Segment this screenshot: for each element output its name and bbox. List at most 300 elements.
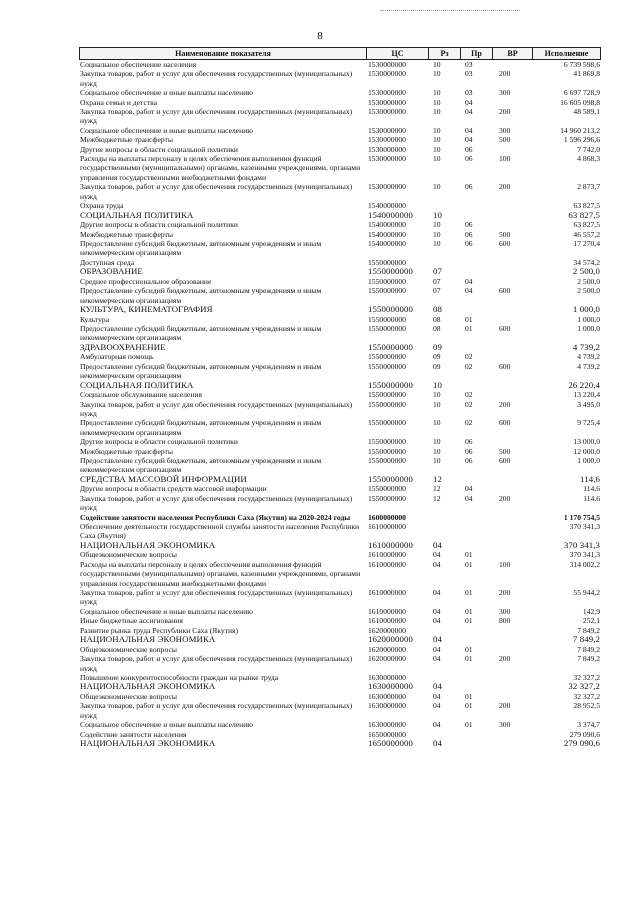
cell-cs: 1530000000 (368, 182, 406, 192)
table-row (79, 362, 601, 381)
table-row (79, 286, 601, 305)
cell-sum: 3 495,0 (577, 399, 600, 409)
header-cs: ЦС (367, 48, 429, 59)
cell-vr: 200 (499, 107, 511, 117)
cell-rz: 07 (433, 276, 441, 286)
cell-pr: 04 (465, 107, 473, 117)
cell-pr (461, 343, 493, 353)
cell-sum: 46 557,2 (573, 229, 600, 239)
cell-vr (493, 541, 533, 551)
budget-table (79, 47, 601, 749)
table-row (79, 315, 601, 324)
header-sum: Исполнение (533, 48, 601, 59)
cell-vr: 500 (499, 446, 511, 456)
cell-name: Охрана труда (80, 201, 124, 211)
cell-name: Социальное обеспечение и иные выплаты населению (80, 606, 253, 616)
cell-sum: 4 739,2 (577, 361, 600, 371)
cell-name: Закупка товаров, работ и услуг для обеспечения государственных (муниципальных) нужд (80, 654, 353, 673)
cell-cs: 1630000000 (368, 701, 406, 711)
cell-cs: 1540000000 (368, 209, 413, 220)
cell-rz: 12 (433, 493, 441, 503)
cell-vr: 800 (499, 616, 511, 626)
cell-cs: 1530000000 (368, 107, 406, 117)
cell-cs: 1650000000 (368, 737, 413, 748)
cell-cs: 1610000000 (368, 588, 406, 598)
cell-name: Социальное обеспечение населения (80, 60, 197, 69)
cell-cs: 1550000000 (368, 341, 413, 352)
cell-pr: 01 (465, 559, 473, 569)
cell-sum: 2 500,0 (577, 286, 600, 296)
cell-pr (461, 635, 493, 645)
cell-cs: 1630000000 (368, 681, 413, 692)
cell-name: Межбюджетные трансферты (80, 446, 173, 456)
cell-cs: 1550000000 (368, 493, 406, 503)
cell-vr: 600 (499, 456, 511, 465)
cell-pr: 04 (465, 493, 473, 503)
cell-vr (493, 692, 533, 701)
cell-sum: 1 000,0 (572, 303, 600, 314)
table-row (79, 720, 601, 729)
cell-name: Культура (80, 314, 110, 324)
cell-cs: 1540000000 (368, 220, 406, 230)
cell-pr: 03 (465, 88, 473, 98)
cell-name: Другие вопросы в области социальной политики (80, 220, 238, 230)
cell-pr (461, 211, 493, 221)
cell-name: НАЦИОНАЛЬНАЯ ЭКОНОМИКА (80, 634, 216, 645)
cell-sum: 142,9 (582, 606, 600, 616)
table-row (79, 418, 601, 437)
cell-pr: 06 (465, 220, 473, 230)
cell-pr: 01 (465, 691, 473, 701)
cell-name: Социальное обслуживание населения (80, 390, 203, 400)
cell-name: Социальное обеспечение и иные выплаты населению (80, 125, 253, 135)
cell-rz: 10 (433, 437, 441, 447)
cell-name: Социальное обеспечение и иные выплаты населению (80, 720, 253, 730)
table-row (79, 654, 601, 673)
cell-sum: 370 341,3 (569, 550, 600, 560)
cell-sum: 370 341,3 (569, 522, 600, 532)
cell-name: Повышение конкурентоспособности граждан на рынке труда (80, 672, 279, 682)
table-row (79, 484, 601, 493)
cell-sum: 252,1 (582, 616, 600, 626)
cell-pr: 06 (465, 182, 473, 192)
cell-cs: 1530000000 (368, 88, 406, 98)
cell-name: Закупка товаров, работ и услуг для обеспечения государственных (муниципальных) нужд (80, 399, 353, 418)
cell-pr: 04 (465, 286, 473, 296)
cell-pr (461, 739, 493, 749)
cell-vr: 200 (499, 654, 511, 664)
cell-cs: 1550000000 (368, 418, 406, 428)
cell-cs: 1550000000 (368, 456, 406, 465)
cell-rz: 08 (433, 323, 441, 333)
cell-pr: 06 (465, 456, 473, 465)
cell-cs: 1620000000 (368, 634, 413, 645)
table-row (79, 343, 601, 353)
cell-rz: 12 (433, 484, 441, 494)
table-row (79, 494, 601, 513)
cell-name: Закупка товаров, работ и услуг для обеспечения государственных (муниципальных) нужд (80, 701, 353, 720)
cell-name: Социальное обеспечение и иные выплаты населению (80, 88, 253, 98)
cell-name: Предоставление субсидий бюджетным, автономным учреждениям и иным некоммерческим организациям (80, 361, 322, 381)
cell-vr: 600 (499, 323, 511, 333)
cell-rz: 04 (433, 681, 442, 692)
cell-rz: 04 (433, 720, 441, 730)
scan-artifact (380, 10, 520, 12)
cell-rz: 09 (433, 341, 442, 352)
cell-cs: 1550000000 (368, 484, 406, 494)
cell-vr (493, 475, 533, 485)
table-row (79, 682, 601, 692)
cell-pr (461, 381, 493, 391)
cell-sum: 9 725,4 (577, 418, 600, 428)
cell-pr (461, 475, 493, 485)
table-row (79, 645, 601, 654)
cell-rz: 07 (433, 286, 441, 296)
cell-name: Расходы на выплаты персоналу в целях обеспечения выполнения функций государственными (муниципальными) органами, казенными учреждениями, органами управления государственными внебюджетными фондами (80, 154, 361, 182)
cell-cs: 1530000000 (368, 154, 406, 164)
cell-sum: 4 739,2 (572, 341, 600, 352)
cell-vr (493, 201, 533, 210)
cell-rz: 04 (433, 701, 441, 711)
cell-cs: 1550000000 (368, 276, 406, 286)
table-row (79, 390, 601, 399)
cell-pr: 04 (465, 97, 473, 107)
cell-name: Развитие рынка труда Республики Саха (Якутия) (80, 625, 239, 635)
table-row (79, 541, 601, 551)
cell-name: СОЦИАЛЬНАЯ ПОЛИТИКА (80, 209, 194, 220)
table-row (79, 447, 601, 456)
cell-name: НАЦИОНАЛЬНАЯ ЭКОНОМИКА (80, 681, 216, 692)
cell-vr (493, 682, 533, 692)
cell-pr: 01 (465, 644, 473, 654)
cell-name: Другие вопросы в области социальной политики (80, 437, 238, 447)
table-row (79, 126, 601, 135)
cell-name: Другие вопросы в области социальной политики (80, 144, 238, 154)
cell-name: Межбюджетные трансферты (80, 229, 173, 239)
header-pr: Пр (461, 48, 493, 59)
cell-name: Общеэкономические вопросы (80, 644, 177, 654)
table-row (79, 381, 601, 391)
cell-name: Общеэкономические вопросы (80, 691, 177, 701)
cell-sum: 7 742,0 (577, 144, 600, 154)
cell-vr (493, 60, 533, 69)
cell-pr (461, 258, 493, 267)
cell-sum: 2 500,0 (572, 266, 600, 277)
table-row (79, 588, 601, 607)
cell-pr (461, 730, 493, 739)
cell-sum: 7 849,2 (577, 644, 600, 654)
cell-rz: 10 (433, 238, 441, 248)
cell-sum: 34 574,2 (573, 257, 600, 267)
cell-rz: 10 (433, 418, 441, 428)
table-row (79, 522, 601, 541)
table-row (79, 616, 601, 625)
cell-cs: 1530000000 (368, 135, 406, 145)
cell-pr: 01 (465, 720, 473, 730)
cell-pr: 04 (465, 276, 473, 286)
table-row (79, 182, 601, 201)
cell-cs: 1550000000 (368, 379, 413, 390)
cell-vr (493, 98, 533, 107)
cell-vr: 300 (499, 88, 511, 98)
cell-cs: 1620000000 (368, 644, 406, 654)
header-vr: ВР (493, 48, 533, 59)
cell-name: Содействие занятости населения (80, 729, 187, 739)
cell-vr (493, 390, 533, 399)
cell-vr (493, 211, 533, 221)
cell-vr: 500 (499, 135, 511, 145)
cell-rz: 10 (433, 456, 441, 465)
cell-rz: 04 (433, 539, 442, 550)
cell-rz: 10 (433, 88, 441, 98)
cell-vr: 600 (499, 418, 511, 428)
cell-sum: 63 827,5 (573, 201, 600, 211)
cell-vr (493, 220, 533, 229)
table-row (79, 88, 601, 97)
cell-name: СРЕДСТВА МАССОВОЙ ИНФОРМАЦИИ (80, 473, 247, 484)
cell-rz: 10 (433, 209, 442, 220)
cell-vr: 200 (499, 399, 511, 409)
cell-pr: 06 (465, 154, 473, 164)
cell-vr: 600 (499, 286, 511, 296)
cell-cs: 1530000000 (368, 69, 406, 79)
cell-cs: 1530000000 (368, 144, 406, 154)
cell-cs: 1530000000 (368, 125, 406, 135)
cell-cs: 1550000000 (368, 352, 406, 362)
cell-cs: 1550000000 (368, 314, 406, 324)
cell-cs: 1530000000 (368, 97, 406, 107)
cell-sum: 32 327,2 (568, 681, 600, 692)
cell-name: ОБРАЗОВАНИЕ (80, 266, 143, 277)
cell-pr: 06 (465, 446, 473, 456)
cell-name: Амбулаторная помощь (80, 352, 154, 362)
table-row (79, 456, 601, 475)
cell-sum: 279 090,6 (563, 737, 600, 748)
cell-cs: 1610000000 (368, 616, 406, 626)
cell-rz: 10 (433, 135, 441, 145)
cell-vr (493, 267, 533, 277)
cell-sum: 4 739,2 (577, 352, 600, 362)
cell-rz (429, 522, 461, 541)
cell-cs: 1610000000 (368, 559, 406, 569)
cell-sum: 6 697 728,9 (563, 88, 600, 98)
cell-sum: 32 327,2 (573, 691, 600, 701)
cell-pr (461, 682, 493, 692)
cell-vr (493, 730, 533, 739)
table-row (79, 607, 601, 616)
cell-vr (493, 315, 533, 324)
cell-pr: 01 (465, 654, 473, 664)
cell-sum: 3 374,7 (577, 720, 600, 730)
table-row (79, 739, 601, 749)
table-row (79, 267, 601, 277)
table-row (79, 145, 601, 154)
cell-rz: 10 (433, 107, 441, 117)
table-row (79, 98, 601, 107)
cell-cs: 1620000000 (368, 654, 406, 664)
cell-sum: 1 000,0 (577, 323, 600, 333)
cell-rz: 04 (433, 644, 441, 654)
cell-pr: 04 (465, 125, 473, 135)
cell-cs: 1630000000 (368, 672, 406, 682)
cell-vr (493, 437, 533, 446)
cell-cs: 1550000000 (368, 446, 406, 456)
cell-cs: 1550000000 (368, 399, 406, 409)
cell-cs: 1650000000 (368, 729, 406, 739)
table-row (79, 258, 601, 267)
cell-pr (461, 541, 493, 551)
cell-cs: 1530000000 (368, 60, 406, 69)
table-row (79, 475, 601, 485)
cell-name: Обеспечение деятельности государственной службы занятости населения Республики Саха (Якутия) (80, 522, 360, 541)
cell-sum: 7 849,2 (572, 634, 600, 645)
cell-sum: 13 220,4 (573, 390, 600, 400)
cell-name: Доступная среда (80, 257, 135, 267)
cell-cs: 1610000000 (368, 522, 406, 532)
cell-sum: 17 270,4 (573, 238, 600, 248)
cell-rz: 04 (433, 606, 441, 616)
cell-name: Закупка товаров, работ и услуг для обеспечения государственных (муниципальных) нужд (80, 69, 353, 88)
cell-cs: 1610000000 (368, 539, 413, 550)
cell-vr: 200 (499, 701, 511, 711)
cell-vr: 300 (499, 606, 511, 616)
cell-sum: 26 220,4 (568, 379, 600, 390)
table-row (79, 305, 601, 315)
cell-sum: 314 002,2 (569, 559, 600, 569)
cell-rz: 10 (433, 446, 441, 456)
cell-cs: 1610000000 (368, 606, 406, 616)
cell-sum: 14 960 213,2 (560, 125, 600, 135)
cell-vr (493, 645, 533, 654)
cell-pr: 01 (465, 314, 473, 324)
table-row (79, 701, 601, 720)
cell-vr: 100 (499, 154, 511, 164)
cell-name: Закупка товаров, работ и услуг для обеспечения государственных (муниципальных) нужд (80, 107, 353, 126)
cell-rz: 10 (433, 379, 442, 390)
cell-vr (493, 343, 533, 353)
page-number: 8 (317, 30, 323, 42)
cell-pr: 03 (465, 60, 473, 69)
cell-vr: 600 (499, 361, 511, 371)
cell-rz: 12 (433, 473, 442, 484)
cell-cs: 1600000000 (368, 512, 406, 522)
cell-vr (493, 522, 533, 541)
cell-name: Предоставление субсидий бюджетным, автономным учреждениям и иным некоммерческим организациям (80, 286, 322, 305)
cell-vr (493, 673, 533, 682)
cell-rz: 10 (433, 60, 441, 69)
table-row (79, 277, 601, 286)
cell-cs: 1550000000 (368, 437, 406, 447)
cell-vr: 300 (499, 125, 511, 135)
cell-sum: 2 873,7 (577, 182, 600, 192)
cell-cs: 1550000000 (368, 361, 406, 371)
cell-rz: 08 (433, 303, 442, 314)
cell-vr (493, 145, 533, 154)
table-row (79, 550, 601, 559)
cell-vr (493, 305, 533, 315)
cell-rz: 10 (433, 125, 441, 135)
cell-rz: 04 (433, 616, 441, 626)
cell-rz: 04 (433, 550, 441, 560)
cell-pr: 02 (465, 390, 473, 400)
table-row (79, 352, 601, 361)
table-row (79, 230, 601, 239)
cell-pr: 03 (465, 69, 473, 79)
cell-pr: 01 (465, 616, 473, 626)
cell-name: Другие вопросы в области средств массовой информации (80, 484, 267, 494)
cell-pr: 01 (465, 323, 473, 333)
table-row (79, 211, 601, 221)
cell-name: Закупка товаров, работ и услуг для обеспечения государственных (муниципальных) нужд (80, 493, 353, 513)
cell-rz: 04 (433, 588, 441, 598)
table-row (79, 154, 601, 182)
cell-pr: 04 (465, 484, 473, 494)
table-row (79, 220, 601, 229)
table-row (79, 692, 601, 701)
cell-name: Среднее профессиональное образование (80, 276, 212, 286)
table-row (79, 69, 601, 88)
cell-pr: 01 (465, 550, 473, 560)
cell-name: НАЦИОНАЛЬНАЯ ЭКОНОМИКА (80, 539, 216, 550)
cell-name: Предоставление субсидий бюджетным, автономным учреждениям и иным некоммерческим организациям (80, 323, 322, 343)
cell-name: Межбюджетные трансферты (80, 135, 173, 145)
cell-rz: 10 (433, 220, 441, 230)
cell-name: Расходы на выплаты персоналу в целях обеспечения выполнения функций государственными (муниципальными) органами, казенными учреждениями, органами управления государственными внебюджетными фондами (80, 559, 361, 588)
cell-cs: 1550000000 (368, 286, 406, 296)
table-row (79, 560, 601, 588)
table-row (79, 400, 601, 419)
cell-sum: 63 827,5 (568, 209, 600, 220)
cell-sum: 16 605 098,8 (560, 97, 600, 107)
cell-name: Предоставление субсидий бюджетным, автономным учреждениям и иным некоммерческим организациям (80, 418, 322, 437)
cell-sum: 12 000,0 (573, 446, 600, 456)
cell-rz: 04 (433, 559, 441, 569)
cell-pr (461, 673, 493, 682)
cell-name: СОЦИАЛЬНАЯ ПОЛИТИКА (80, 379, 194, 390)
cell-rz: 10 (433, 229, 441, 239)
cell-name: Охрана семьи и детства (80, 97, 157, 107)
cell-pr: 02 (465, 418, 473, 428)
cell-pr: 02 (465, 361, 473, 371)
table-row (79, 437, 601, 446)
cell-rz: 04 (433, 691, 441, 701)
cell-rz: 09 (433, 361, 441, 371)
cell-pr: 01 (465, 588, 473, 598)
cell-cs: 1550000000 (368, 323, 406, 333)
cell-cs: 1610000000 (368, 550, 406, 560)
cell-sum: 28 952,5 (573, 701, 600, 711)
cell-sum: 114,6 (580, 473, 600, 484)
cell-vr: 100 (499, 559, 511, 569)
cell-rz: 10 (433, 97, 441, 107)
cell-name: Иные бюджетные ассигнования (80, 616, 183, 626)
cell-sum: 48 589,1 (573, 107, 600, 117)
cell-vr (493, 484, 533, 493)
cell-cs: 1630000000 (368, 691, 406, 701)
cell-rz: 09 (433, 352, 441, 362)
cell-sum: 7 849,2 (577, 625, 600, 635)
cell-rz: 10 (433, 390, 441, 400)
table-row (79, 324, 601, 343)
table-row (79, 135, 601, 144)
cell-sum: 41 869,8 (573, 69, 600, 79)
cell-rz: 10 (433, 399, 441, 409)
cell-pr (461, 522, 493, 541)
cell-sum: 370 341,3 (563, 539, 600, 550)
cell-rz: 07 (433, 266, 442, 277)
cell-cs: 1550000000 (368, 473, 413, 484)
cell-pr (461, 305, 493, 315)
